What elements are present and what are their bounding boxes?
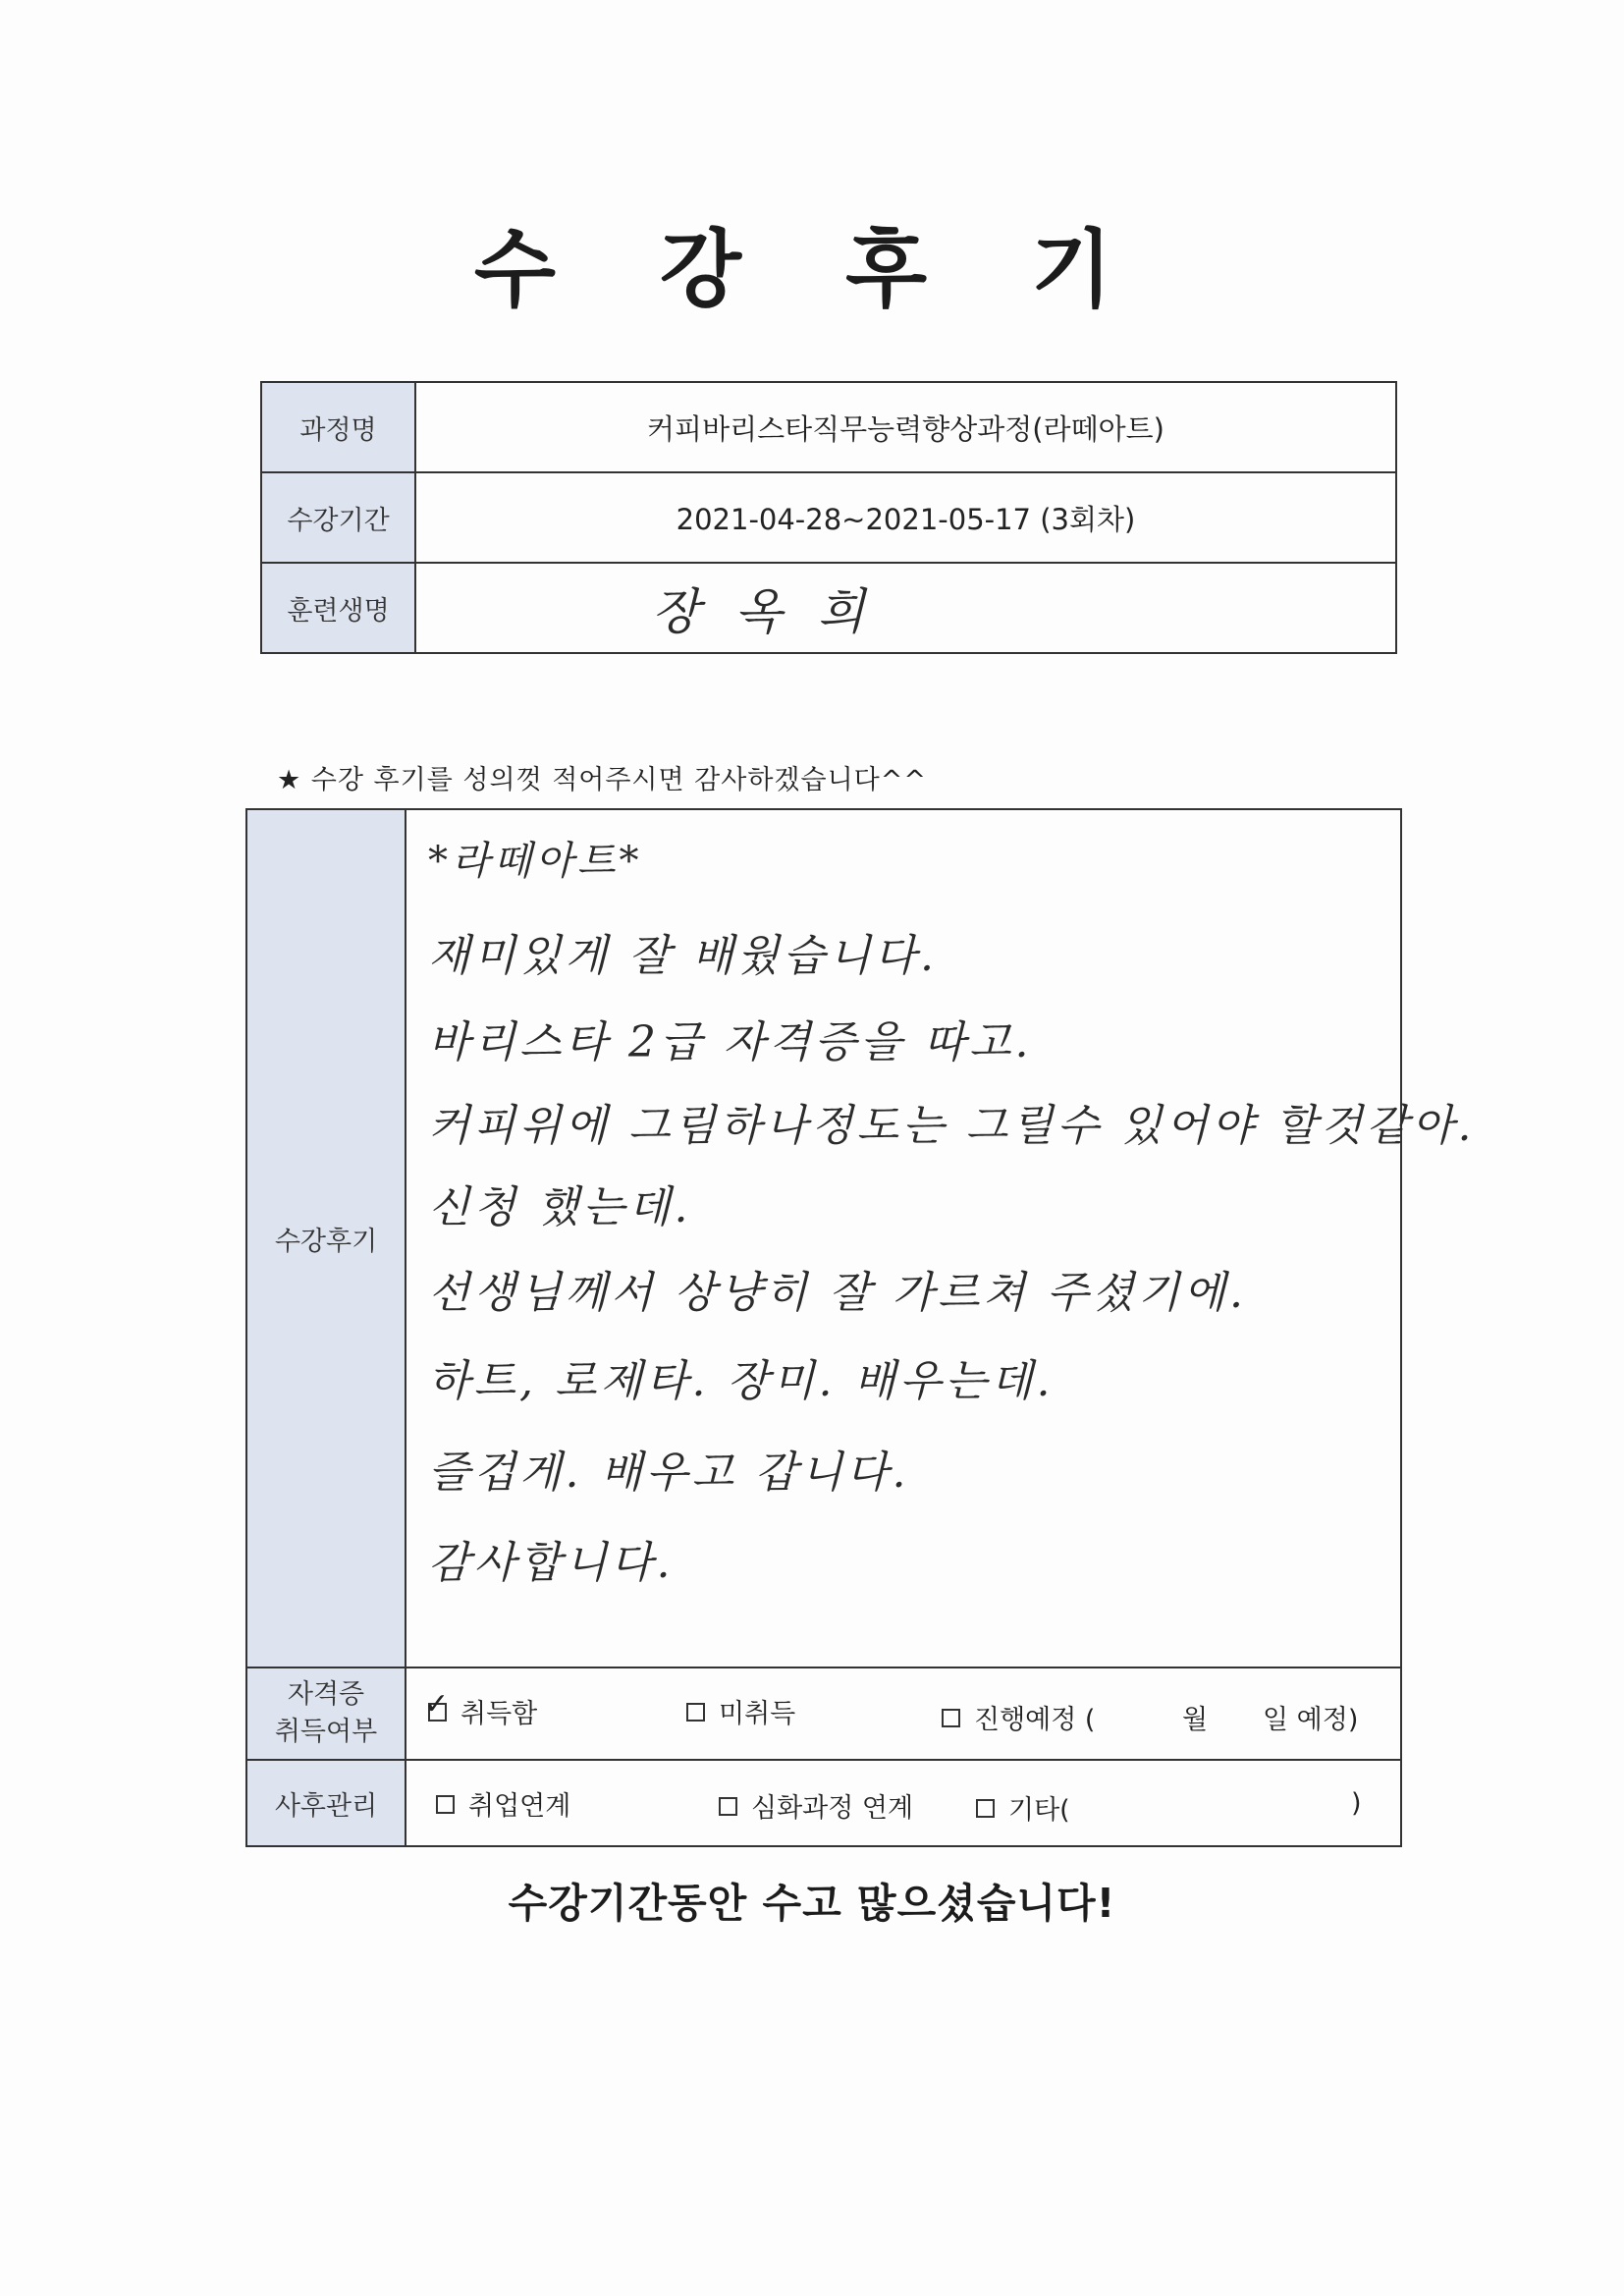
period-label: 수강기간 [261, 472, 415, 563]
checkbox-advanced[interactable] [719, 1797, 737, 1816]
review-content [406, 809, 1476, 1667]
review-line-8: 즐겁게. 배우고 갑니다. [428, 1448, 910, 1498]
option-not-acquired[interactable] [686, 1692, 795, 1730]
page-title: 수 강 후 기 [473, 221, 1151, 319]
option-job-label: 취업연계 [468, 1791, 571, 1822]
certificate-label [246, 1667, 406, 1760]
review-line-4: 커피위에 그림하나정도는 그릴수 있어야 할것같아. [428, 1101, 1476, 1151]
option-planned[interactable] [942, 1698, 1095, 1736]
aftercare-options [406, 1760, 1401, 1846]
trainee-label: 훈련생명 [261, 563, 415, 653]
certificate-label-line2: 취득여부 [274, 1717, 378, 1747]
trainee-row [261, 563, 1396, 653]
review-table [245, 808, 1476, 1847]
notice-text: ★ 수강 후기를 성의껏 적어주시면 감사하겠습니다^^ [277, 765, 928, 795]
checkbox-acquired[interactable] [424, 1687, 450, 1722]
certificate-label-line1: 자격증 [287, 1679, 365, 1710]
option-acquired[interactable] [424, 1687, 538, 1730]
checkbox-other[interactable] [976, 1799, 995, 1818]
review-line-2: 재미있게 잘 배웠습니다. [428, 931, 938, 981]
course-label: 과정명 [261, 382, 415, 472]
option-acquired-label: 취득함 [460, 1699, 538, 1729]
review-line-6: 선생님께서 상냥히 잘 가르쳐 주셨기에. [428, 1268, 1247, 1318]
review-line-3: 바리스타 2급 자격증을 따고. [428, 1017, 1033, 1067]
review-line-5: 신청 했는데. [428, 1182, 692, 1232]
course-info-table [260, 381, 1397, 654]
option-job[interactable] [436, 1784, 570, 1823]
other-close-paren: ) [1351, 1788, 1362, 1819]
month-label: 월 [1182, 1705, 1209, 1735]
aftercare-row [246, 1760, 1401, 1846]
checkmark-icon: ✓ [424, 1687, 450, 1722]
certificate-options [406, 1667, 1401, 1760]
checkbox-job[interactable] [436, 1795, 455, 1814]
course-value: 커피바리스타직무능력향상과정(라떼아트) [415, 382, 1396, 472]
review-label: 수강후기 [246, 809, 406, 1667]
checkbox-not-acquired[interactable] [686, 1703, 705, 1722]
review-line-9: 감사합니다. [428, 1538, 675, 1588]
review-line-1: *라떼아트* [428, 839, 643, 884]
course-row [261, 382, 1396, 472]
trainee-name: 장 옥 희 [652, 583, 875, 640]
period-value: 2021-04-28~2021-05-17 (3회차) [415, 472, 1396, 563]
option-other[interactable] [976, 1788, 1070, 1827]
option-not-acquired-label: 미취득 [719, 1699, 796, 1729]
day-planned-label: 일 예정) [1263, 1705, 1359, 1735]
review-row [246, 809, 1401, 1667]
option-planned-label: 진행예정 ( [974, 1705, 1096, 1735]
checkbox-planned[interactable] [942, 1709, 960, 1727]
trainee-cell [415, 563, 1396, 653]
option-advanced[interactable] [719, 1786, 913, 1825]
aftercare-label: 사후관리 [246, 1760, 406, 1846]
option-other-label: 기타( [1008, 1795, 1070, 1826]
period-row [261, 472, 1396, 563]
review-line-7: 하트, 로제타. 장미. 배우는데. [428, 1356, 1055, 1406]
option-advanced-label: 심화과정 연계 [751, 1793, 914, 1824]
certificate-row [246, 1667, 1401, 1760]
closing-message: 수강기간동안 수고 많으셨습니다! [508, 1880, 1116, 1927]
